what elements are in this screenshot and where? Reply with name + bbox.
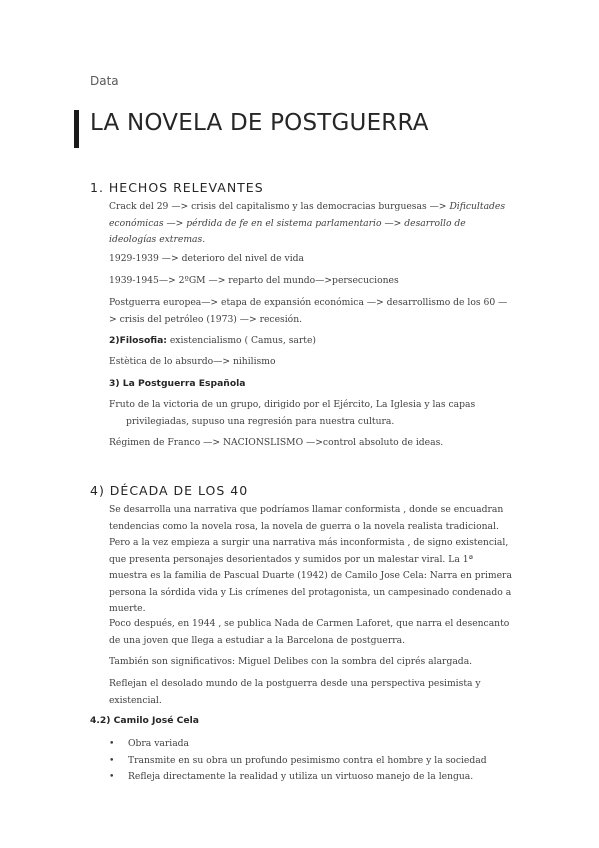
paragraph-fruto: Fruto de la victoria de un grupo, dirigido por el Ejército, La Iglesia y las capas privilegiadas, supuso una regresión para nuestra cultura. <box>109 399 476 427</box>
bullet-icon: • <box>109 771 115 782</box>
list-item <box>109 753 529 770</box>
list-item-text: Obra variada <box>128 738 190 749</box>
section-heading-hechos: 1. HECHOS RELEVANTES <box>90 180 264 195</box>
list-item-text: Transmite en su obra un profundo pesimismo contra el hombre y la sociedad <box>128 754 487 766</box>
cela-bullet-list <box>109 736 529 786</box>
filosofia-label: 2)Filosofia: <box>109 335 167 346</box>
subheading-camilo-jose-cela: 4.2) Camilo José Cela <box>90 715 199 726</box>
list-item-text: Refleja directamente la realidad y utiliza un virtuoso manejo de la lengua. <box>128 771 474 782</box>
paragraph-crack <box>109 199 514 249</box>
paragraph-estetica: Estètica de lo absurdo—> nihilismo <box>109 356 276 367</box>
paragraph-nada: Poco después, en 1944 , se publica Nada de Carmen Laforet, que narra el desencanto de una joven que llega a estudiar a la Barcelona de postguerra. <box>109 618 510 646</box>
paragraph-reflejan: Reflejan el desolado mundo de la postguerra desde una perspectiva pesimista y existencial. <box>109 678 481 706</box>
bullet-icon: • <box>109 738 115 749</box>
paragraph-1939: 1939-1945—> 2ºGM —> reparto del mundo—>persecuciones <box>109 275 399 286</box>
paragraph-significativos: También son significativos: Miguel Delibes con la sombra del ciprés alargada. <box>109 656 473 667</box>
title-accent-bar <box>74 110 79 148</box>
page-title: LA NOVELA DE POSTGUERRA <box>90 110 429 136</box>
paragraph-filosofia <box>109 333 514 350</box>
crack-italic-text: Dificultades económicas —> pérdida de fe en el sistema parlamentario —> desarrollo de ideologías extremas. <box>109 201 506 245</box>
filosofia-text: existencialismo ( Camus, sarte) <box>166 335 317 346</box>
list-item <box>109 769 529 786</box>
section-heading-decada: 4) DÉCADA DE LOS 40 <box>90 483 249 498</box>
list-item <box>109 736 529 753</box>
paragraph-regimen: Régimen de Franco —> NACIONSLISMO —>control absoluto de ideas. <box>109 437 444 448</box>
paragraph-narrativa: Se desarrolla una narrativa que podríamos llamar conformista , donde se encuadran tendencias como la novela rosa, la novela de guerra o la novela realista tradicional. Pero a la vez empieza a surgir una narrativa más inconformista , de signo existencial, que presenta personajes desorientados y sumidos por un malestar viral. La 1ª muestra es la familia de Pascual Duarte (1942) de Camilo Jose Cela: Narra en primera persona la sórdida vida y Lis crímenes del protagonista, un campesinado condenado a muerte. <box>109 504 512 614</box>
date-label: Data <box>90 74 119 88</box>
paragraph-1929: 1929-1939 —> deterioro del nivel de vida <box>109 253 304 264</box>
paragraph-postguerra-europea: Postguerra europea—> etapa de expansión económica —> desarrollismo de los 60 —> crisis del petróleo (1973) —> recesión. <box>109 297 508 325</box>
bullet-icon: • <box>109 754 115 766</box>
crack-intro-text: Crack del 29 —> crisis del capitalismo y las democracias burguesas —> <box>109 201 447 212</box>
subheading-postguerra-espanola: 3) La Postguerra Española <box>109 378 246 389</box>
